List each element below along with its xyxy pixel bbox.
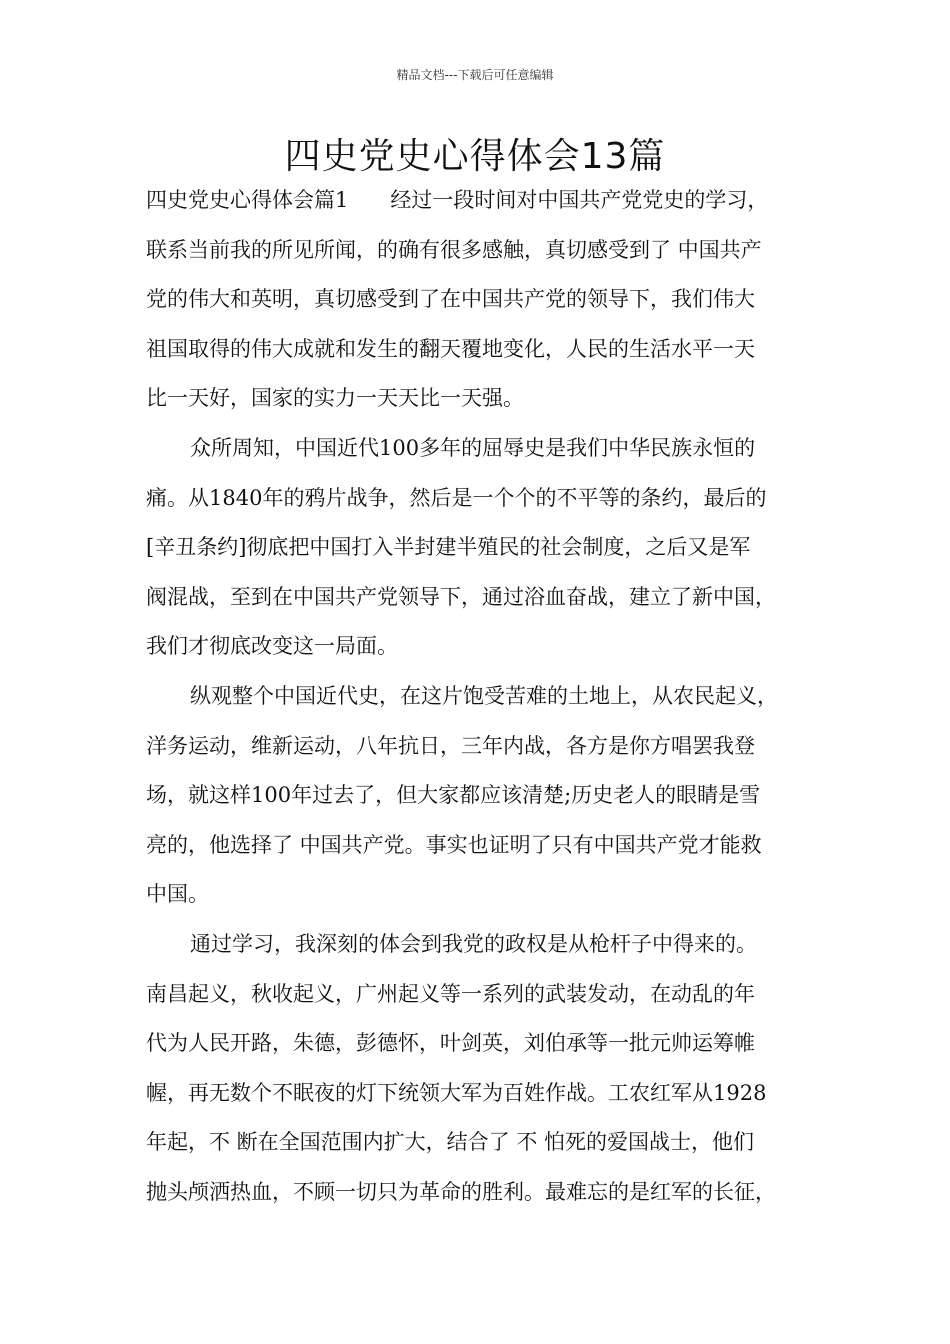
header-note: 精品文档---下载后可任意编辑	[396, 68, 554, 82]
document-body	[146, 176, 836, 1217]
text-line: 中国。	[146, 882, 209, 907]
text-line: 纵观整个中国近代史，在这片饱受苦难的土地上，从农民起义，	[190, 683, 778, 708]
text-line: 阀混战，至到在中国共产党领导下，通过浴血奋战，建立了新中国，	[146, 584, 776, 609]
document-title: 四史党史心得体会13篇	[284, 136, 666, 177]
text-line: 洋务运动，维新运动，八年抗日，三年内战，各方是你方唱罢我登	[146, 733, 755, 758]
text-line: 年起，不 断在全国范围内扩大，结合了 不 怕死的爱国战士，他们	[146, 1130, 755, 1155]
text-line: 四史党史心得体会篇1 经过一段时间对中国共产党党史的学习，	[146, 188, 769, 212]
text-line: 痛。从1840年的鸦片战争，然后是一个个的不平等的条约，最后的	[146, 485, 767, 510]
text-line: 场，就这样100年过去了，但大家都应该清楚;历史老人的眼睛是雪	[146, 783, 761, 808]
text-line: 亮的，他选择了 中国共产党。事实也证明了只有中国共产党才能救	[146, 832, 762, 857]
text-line: 联系当前我的所见所闻，的确有很多感触，真切感受到了 中国共产	[146, 237, 762, 262]
text-line: 祖国取得的伟大成就和发生的翻天覆地变化，人民的生活水平一天	[146, 336, 755, 361]
text-line: 比一天好，国家的实力一天天比一天强。	[146, 386, 524, 411]
text-line: 幄，再无数个不眠夜的灯下统领大军为百姓作战。工农红军从1928	[146, 1080, 767, 1105]
text-line: 南昌起义，秋收起义，广州起义等一系列的武装发动，在动乱的年	[146, 981, 755, 1006]
text-line: 党的伟大和英明，真切感受到了在中国共产党的领导下，我们伟大	[146, 287, 755, 312]
text-line: 通过学习，我深刻的体会到我党的政权是从枪杆子中得来的。	[190, 931, 757, 956]
text-line: 我们才彻底改变这一局面。	[146, 634, 398, 659]
text-line: 抛头颅洒热血，不顾一切只为革命的胜利。最难忘的是红军的长征，	[146, 1179, 776, 1204]
text-line: 代为人民开路，朱德，彭德怀，叶剑英，刘伯承等一批元帅运筹帷	[146, 1031, 755, 1056]
text-line: 众所周知，中国近代100多年的屈辱史是我们中华民族永恒的	[190, 435, 756, 460]
text-line: [辛丑条约]彻底把中国打入半封建半殖民的社会制度，之后又是军	[146, 535, 751, 560]
